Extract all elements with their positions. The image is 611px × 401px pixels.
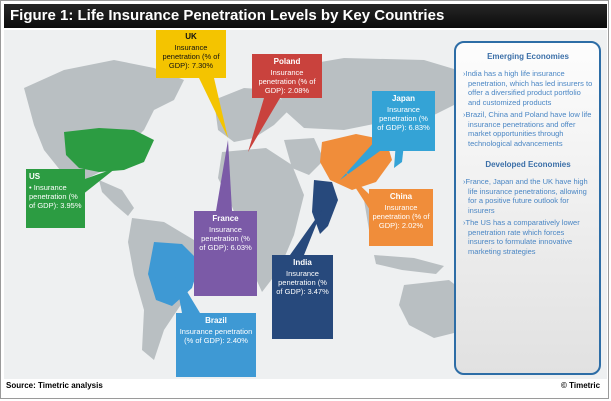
india-country-shape (312, 180, 338, 234)
france-callout-country: France (212, 214, 239, 223)
us-callout (26, 169, 85, 228)
china-callout (369, 189, 433, 246)
japan-callout-text: Insurance penetration (% of GDP): 6.83% (377, 105, 430, 132)
developed-economies-heading: Developed Economies (485, 160, 571, 169)
central-america-land (99, 180, 134, 216)
developed-bullet-2 (463, 218, 593, 256)
emerging-bullet-2 (463, 110, 593, 148)
poland-callout-text: Insurance penetration (% of GDP): 2.08% (258, 68, 316, 95)
us-callout-country: US (29, 172, 41, 181)
brazil-callout-country: Brazil (205, 316, 227, 325)
france-callout (194, 211, 257, 296)
developed-bullet-2-text: The US has a comparatively lower penetration rate which forces insurers to formulate innovative marketing strategies (465, 218, 580, 256)
us-country-shape (64, 128, 154, 172)
figure-title: Figure 1: Life Insurance Penetration Levels by Key Countries (4, 4, 607, 28)
poland-callout (252, 54, 322, 98)
bullet-arrow-icon: › (463, 69, 466, 78)
economies-panel (454, 41, 601, 375)
china-callout-country: China (389, 192, 413, 201)
brazil-callout-text: Insurance penetration (% of GDP): 2.40% (179, 327, 253, 345)
bullet-arrow-icon: › (463, 177, 466, 186)
us-callout-text: • Insurance penetration (% of GDP): 3.95% (29, 183, 82, 210)
bullet-arrow-icon: › (463, 110, 466, 119)
indonesia-land (374, 255, 444, 274)
developed-bullet-1 (463, 177, 593, 215)
emerging-bullet-1-text: India has a high life insurance penetration, which has led insurers to offer a diversified product portfolio and customized products (465, 69, 593, 107)
brazil-callout (176, 313, 256, 377)
copyright-note: © Timetric (561, 381, 601, 390)
source-note: Source: Timetric analysis (6, 381, 103, 390)
uk-callout-country: UK (185, 32, 197, 41)
developed-bullet-1-text: France, Japan and the UK have high life insurance penetrations, allowing for a positive future outlook for insurers (465, 177, 588, 215)
uk-callout-text: Insurance penetration (% of GDP): 7.30% (162, 43, 220, 70)
emerging-bullet-2-text: Brazil, China and Poland have low life insurance penetrations and offer market opportunities through technological advancements (465, 110, 592, 148)
emerging-bullet-1 (463, 69, 593, 107)
uk-callout (156, 30, 226, 78)
india-callout-country: India (293, 258, 312, 267)
france-callout-text: Insurance penetration (% of GDP): 6.03% (199, 225, 252, 252)
india-callout (272, 255, 333, 339)
japan-callout-country: Japan (391, 94, 416, 103)
bullet-arrow-icon: › (463, 218, 466, 227)
india-callout-text: Insurance penetration (% of GDP): 3.47% (276, 269, 329, 296)
japan-callout (372, 91, 435, 151)
poland-callout-country: Poland (273, 57, 301, 66)
china-callout-text: Insurance penetration (% of GDP): 2.02% (372, 203, 430, 230)
emerging-economies-heading: Emerging Economies (487, 52, 569, 61)
